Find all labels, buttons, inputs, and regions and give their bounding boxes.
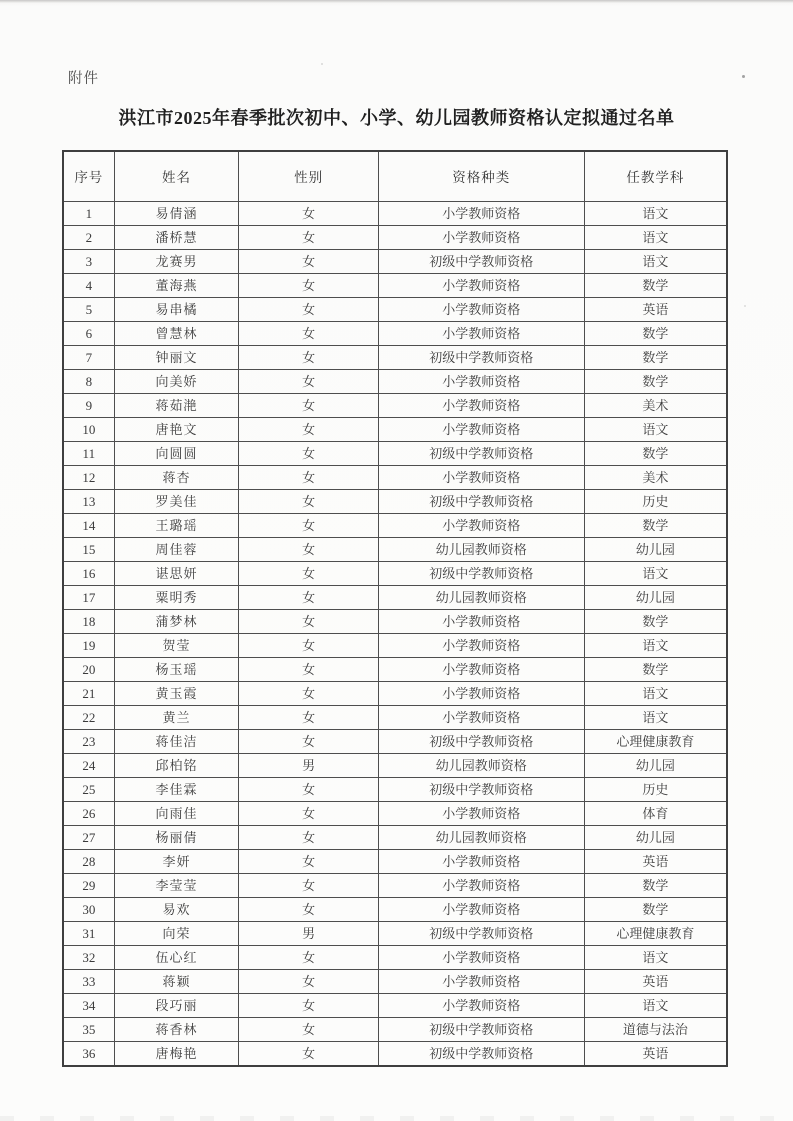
cell-no: 20	[63, 657, 114, 681]
cell-subject: 幼儿园	[584, 825, 727, 849]
table-row	[63, 369, 727, 393]
cell-no: 21	[63, 681, 114, 705]
cell-subject: 数学	[584, 657, 727, 681]
column-header-subject: 任教学科	[584, 151, 727, 201]
cell-gender: 女	[239, 513, 378, 537]
cell-gender: 女	[239, 1041, 378, 1066]
cell-name: 伍心红	[114, 945, 239, 969]
cell-gender: 女	[239, 561, 378, 585]
cell-no: 7	[63, 345, 114, 369]
teacher-qualification-table	[62, 150, 728, 1067]
cell-qualification: 小学教师资格	[378, 873, 584, 897]
cell-gender: 女	[239, 849, 378, 873]
cell-qualification: 小学教师资格	[378, 801, 584, 825]
cell-gender: 女	[239, 297, 378, 321]
cell-no: 34	[63, 993, 114, 1017]
cell-subject: 数学	[584, 513, 727, 537]
cell-subject: 美术	[584, 465, 727, 489]
cell-no: 24	[63, 753, 114, 777]
cell-gender: 女	[239, 945, 378, 969]
cell-gender: 女	[239, 465, 378, 489]
cell-subject: 语文	[584, 201, 727, 225]
cell-subject: 语文	[584, 945, 727, 969]
cell-no: 18	[63, 609, 114, 633]
table-row	[63, 969, 727, 993]
cell-qualification: 初级中学教师资格	[378, 249, 584, 273]
table-row	[63, 465, 727, 489]
cell-name: 钟丽文	[114, 345, 239, 369]
cell-subject: 数学	[584, 345, 727, 369]
cell-no: 32	[63, 945, 114, 969]
cell-gender: 女	[239, 225, 378, 249]
cell-no: 31	[63, 921, 114, 945]
table-body	[63, 201, 727, 1066]
roster-table-container	[62, 150, 728, 1067]
cell-subject: 语文	[584, 249, 727, 273]
cell-gender: 男	[239, 753, 378, 777]
cell-name: 王璐瑶	[114, 513, 239, 537]
cell-name: 蒋茹滟	[114, 393, 239, 417]
cell-name: 蒋香林	[114, 1017, 239, 1041]
cell-name: 罗美佳	[114, 489, 239, 513]
cell-no: 5	[63, 297, 114, 321]
page-title: 洪江市2025年春季批次初中、小学、幼儿园教师资格认定拟通过名单	[118, 108, 675, 128]
cell-name: 曾慧林	[114, 321, 239, 345]
cell-qualification: 小学教师资格	[378, 609, 584, 633]
table-row	[63, 297, 727, 321]
cell-gender: 女	[239, 201, 378, 225]
cell-no: 19	[63, 633, 114, 657]
cell-subject: 英语	[584, 297, 727, 321]
cell-no: 25	[63, 777, 114, 801]
cell-gender: 女	[239, 609, 378, 633]
table-row	[63, 657, 727, 681]
cell-no: 28	[63, 849, 114, 873]
cell-subject: 数学	[584, 609, 727, 633]
cell-name: 龙赛男	[114, 249, 239, 273]
cell-no: 8	[63, 369, 114, 393]
table-row	[63, 249, 727, 273]
cell-name: 易倩涵	[114, 201, 239, 225]
cell-subject: 语文	[584, 681, 727, 705]
cell-subject: 语文	[584, 993, 727, 1017]
cell-subject: 心理健康教育	[584, 921, 727, 945]
cell-name: 李妍	[114, 849, 239, 873]
cell-name: 贺莹	[114, 633, 239, 657]
cell-qualification: 小学教师资格	[378, 417, 584, 441]
table-row	[63, 777, 727, 801]
table-row	[63, 633, 727, 657]
cell-qualification: 初级中学教师资格	[378, 729, 584, 753]
cell-gender: 女	[239, 441, 378, 465]
cell-gender: 女	[239, 417, 378, 441]
cell-qualification: 初级中学教师资格	[378, 1017, 584, 1041]
cell-qualification: 小学教师资格	[378, 969, 584, 993]
cell-subject: 数学	[584, 321, 727, 345]
cell-name: 杨丽倩	[114, 825, 239, 849]
scan-edge-artifact	[0, 0, 793, 3]
cell-name: 蒋佳洁	[114, 729, 239, 753]
cell-subject: 道德与法治	[584, 1017, 727, 1041]
cell-subject: 英语	[584, 849, 727, 873]
cell-gender: 女	[239, 1017, 378, 1041]
cell-gender: 女	[239, 489, 378, 513]
table-row	[63, 489, 727, 513]
cell-qualification: 初级中学教师资格	[378, 921, 584, 945]
table-row	[63, 801, 727, 825]
scan-edge-artifact	[0, 1116, 793, 1121]
cell-name: 蒲梦林	[114, 609, 239, 633]
cell-gender: 女	[239, 345, 378, 369]
column-header-qualification: 资格种类	[378, 151, 584, 201]
cell-name: 潘桥慧	[114, 225, 239, 249]
cell-subject: 幼儿园	[584, 537, 727, 561]
cell-subject: 语文	[584, 417, 727, 441]
cell-qualification: 小学教师资格	[378, 897, 584, 921]
cell-no: 9	[63, 393, 114, 417]
scan-speckle	[321, 63, 323, 65]
cell-no: 11	[63, 441, 114, 465]
cell-gender: 女	[239, 681, 378, 705]
cell-gender: 女	[239, 537, 378, 561]
cell-name: 邱柏铭	[114, 753, 239, 777]
cell-gender: 女	[239, 321, 378, 345]
cell-no: 27	[63, 825, 114, 849]
cell-qualification: 小学教师资格	[378, 945, 584, 969]
table-row	[63, 441, 727, 465]
cell-subject: 数学	[584, 369, 727, 393]
table-row	[63, 561, 727, 585]
cell-subject: 体育	[584, 801, 727, 825]
cell-name: 段巧丽	[114, 993, 239, 1017]
cell-no: 6	[63, 321, 114, 345]
cell-gender: 女	[239, 369, 378, 393]
table-row	[63, 1017, 727, 1041]
cell-no: 30	[63, 897, 114, 921]
cell-gender: 女	[239, 273, 378, 297]
cell-no: 13	[63, 489, 114, 513]
table-row	[63, 849, 727, 873]
cell-qualification: 初级中学教师资格	[378, 561, 584, 585]
table-row	[63, 393, 727, 417]
cell-gender: 女	[239, 729, 378, 753]
cell-subject: 历史	[584, 777, 727, 801]
cell-no: 12	[63, 465, 114, 489]
table-row	[63, 753, 727, 777]
cell-gender: 女	[239, 657, 378, 681]
cell-subject: 英语	[584, 969, 727, 993]
cell-qualification: 小学教师资格	[378, 849, 584, 873]
cell-qualification: 初级中学教师资格	[378, 345, 584, 369]
table-row	[63, 897, 727, 921]
table-row	[63, 681, 727, 705]
table-row	[63, 225, 727, 249]
table-row	[63, 873, 727, 897]
table-row	[63, 537, 727, 561]
table-row	[63, 273, 727, 297]
table-row	[63, 945, 727, 969]
cell-qualification: 小学教师资格	[378, 273, 584, 297]
cell-qualification: 幼儿园教师资格	[378, 825, 584, 849]
cell-no: 3	[63, 249, 114, 273]
cell-subject: 数学	[584, 897, 727, 921]
cell-name: 向雨佳	[114, 801, 239, 825]
column-header-gender: 性别	[239, 151, 378, 201]
cell-qualification: 初级中学教师资格	[378, 489, 584, 513]
cell-gender: 女	[239, 585, 378, 609]
cell-qualification: 小学教师资格	[378, 657, 584, 681]
cell-name: 向美娇	[114, 369, 239, 393]
cell-gender: 女	[239, 249, 378, 273]
cell-subject: 历史	[584, 489, 727, 513]
cell-gender: 女	[239, 705, 378, 729]
cell-name: 蒋杏	[114, 465, 239, 489]
scan-speckle	[744, 305, 746, 307]
cell-no: 10	[63, 417, 114, 441]
table-row	[63, 705, 727, 729]
cell-no: 4	[63, 273, 114, 297]
cell-qualification: 小学教师资格	[378, 321, 584, 345]
cell-gender: 女	[239, 777, 378, 801]
cell-qualification: 小学教师资格	[378, 201, 584, 225]
cell-qualification: 小学教师资格	[378, 993, 584, 1017]
table-row	[63, 825, 727, 849]
cell-no: 16	[63, 561, 114, 585]
cell-no: 17	[63, 585, 114, 609]
cell-name: 粟明秀	[114, 585, 239, 609]
cell-gender: 女	[239, 969, 378, 993]
cell-subject: 语文	[584, 633, 727, 657]
cell-gender: 女	[239, 393, 378, 417]
table-row	[63, 1041, 727, 1066]
cell-qualification: 初级中学教师资格	[378, 441, 584, 465]
cell-subject: 幼儿园	[584, 753, 727, 777]
table-row	[63, 585, 727, 609]
cell-qualification: 幼儿园教师资格	[378, 753, 584, 777]
cell-name: 杨玉瑶	[114, 657, 239, 681]
column-header-name: 姓名	[114, 151, 239, 201]
cell-qualification: 小学教师资格	[378, 705, 584, 729]
cell-name: 唐梅艳	[114, 1041, 239, 1066]
cell-subject: 美术	[584, 393, 727, 417]
cell-name: 易串橘	[114, 297, 239, 321]
scan-speckle	[742, 75, 745, 78]
cell-qualification: 小学教师资格	[378, 297, 584, 321]
cell-qualification: 初级中学教师资格	[378, 777, 584, 801]
cell-no: 14	[63, 513, 114, 537]
cell-qualification: 小学教师资格	[378, 369, 584, 393]
cell-name: 易欢	[114, 897, 239, 921]
cell-qualification: 小学教师资格	[378, 681, 584, 705]
cell-subject: 数学	[584, 873, 727, 897]
cell-name: 蒋颖	[114, 969, 239, 993]
cell-no: 23	[63, 729, 114, 753]
cell-name: 李佳霖	[114, 777, 239, 801]
column-header-no: 序号	[63, 151, 114, 201]
cell-name: 向荣	[114, 921, 239, 945]
cell-gender: 女	[239, 993, 378, 1017]
cell-qualification: 初级中学教师资格	[378, 1041, 584, 1066]
cell-gender: 女	[239, 897, 378, 921]
attachment-label: 附件	[68, 71, 99, 87]
cell-name: 黄玉霞	[114, 681, 239, 705]
cell-no: 33	[63, 969, 114, 993]
cell-subject: 数学	[584, 441, 727, 465]
cell-no: 35	[63, 1017, 114, 1041]
cell-no: 22	[63, 705, 114, 729]
cell-qualification: 小学教师资格	[378, 633, 584, 657]
cell-gender: 男	[239, 921, 378, 945]
cell-gender: 女	[239, 633, 378, 657]
cell-subject: 幼儿园	[584, 585, 727, 609]
cell-subject: 英语	[584, 1041, 727, 1066]
table-row	[63, 417, 727, 441]
cell-subject: 数学	[584, 273, 727, 297]
table-row	[63, 729, 727, 753]
cell-no: 2	[63, 225, 114, 249]
cell-gender: 女	[239, 801, 378, 825]
table-row	[63, 993, 727, 1017]
table-row	[63, 921, 727, 945]
cell-subject: 语文	[584, 561, 727, 585]
cell-qualification: 小学教师资格	[378, 513, 584, 537]
cell-gender: 女	[239, 825, 378, 849]
cell-subject: 心理健康教育	[584, 729, 727, 753]
cell-name: 唐艳文	[114, 417, 239, 441]
cell-qualification: 幼儿园教师资格	[378, 537, 584, 561]
cell-name: 黄兰	[114, 705, 239, 729]
cell-name: 董海燕	[114, 273, 239, 297]
cell-qualification: 幼儿园教师资格	[378, 585, 584, 609]
cell-qualification: 小学教师资格	[378, 393, 584, 417]
cell-no: 36	[63, 1041, 114, 1066]
cell-qualification: 小学教师资格	[378, 225, 584, 249]
cell-no: 29	[63, 873, 114, 897]
table-row	[63, 609, 727, 633]
cell-no: 1	[63, 201, 114, 225]
table-row	[63, 201, 727, 225]
table-row	[63, 513, 727, 537]
table-header-row	[63, 151, 727, 201]
cell-subject: 语文	[584, 225, 727, 249]
cell-no: 26	[63, 801, 114, 825]
cell-subject: 语文	[584, 705, 727, 729]
table-row	[63, 345, 727, 369]
cell-no: 15	[63, 537, 114, 561]
cell-name: 李莹莹	[114, 873, 239, 897]
cell-gender: 女	[239, 873, 378, 897]
cell-name: 周佳蓉	[114, 537, 239, 561]
table-row	[63, 321, 727, 345]
cell-name: 向圆圆	[114, 441, 239, 465]
cell-qualification: 小学教师资格	[378, 465, 584, 489]
cell-name: 谌思妍	[114, 561, 239, 585]
